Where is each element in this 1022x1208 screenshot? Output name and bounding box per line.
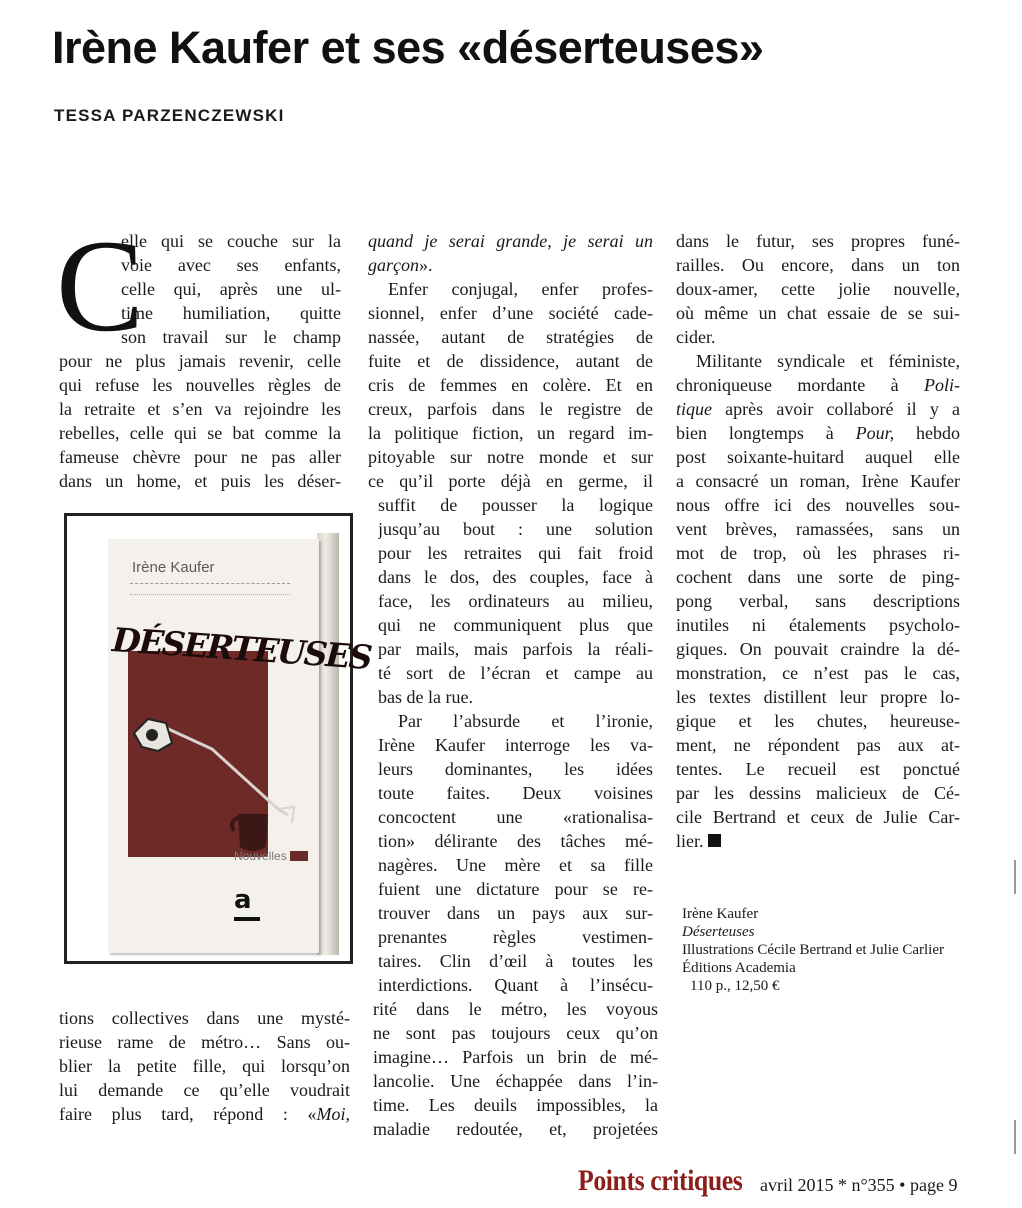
text-line: pitoyable sur notre monde et sur	[368, 447, 653, 467]
cover-series: Nouvelles	[234, 849, 287, 863]
text-line	[59, 1102, 350, 1126]
text-line: la politique fiction, un regard im-	[368, 423, 653, 443]
text-line: par mails, mais parfois la réali-	[378, 639, 653, 659]
text-line: par les dessins malicieux de Cé-	[676, 783, 960, 803]
text-line: tions collectives dans une mysté-	[59, 1008, 350, 1028]
book-info-price: 110 p., 12,50 €	[690, 978, 780, 994]
text-line: fuite et de dissidence, autant de	[368, 351, 653, 371]
text-line: monstration, ce n’est pas le cas,	[676, 663, 960, 683]
text-line: mot de trop, où les phrases ri-	[676, 543, 960, 563]
book-info-title: Déserteuses	[682, 924, 755, 940]
text-line: interdictions. Quant à l’insécu-	[378, 975, 653, 995]
text-line: ne sont pas toujours ceux qu’on	[373, 1023, 658, 1043]
text-line: time. Les deuils impossibles, la	[373, 1095, 658, 1115]
text-line: les textes distillent leur propre lo-	[676, 687, 960, 707]
text-line: tion» délirante des tâches mé-	[378, 831, 653, 851]
text-line: dans un home, et puis les déser-	[59, 471, 341, 491]
cover-series-mark	[290, 851, 308, 861]
text-line: Militante syndicale et féministe,	[696, 351, 960, 371]
text-line: rebelles, celle qui se bat comme la	[59, 423, 341, 443]
text-line: taires. Clin d’œil à toutes les	[378, 951, 653, 971]
text-line	[676, 829, 960, 853]
text-line: qui refuse les nouvelles règles de	[59, 375, 341, 395]
text-line: toute faites. Deux voisines	[378, 783, 653, 803]
text-line: suffit de pousser la logique	[378, 495, 653, 515]
text-span-italic: tique	[676, 399, 712, 419]
text-span: hebdo	[894, 423, 960, 443]
text-line: rité dans le métro, les voyous	[373, 999, 658, 1019]
book-cover	[108, 539, 372, 953]
text-span: ».	[419, 255, 433, 275]
text-line: dans le dos, des couples, face à	[378, 567, 653, 587]
text-line: son travail sur le champ	[121, 327, 341, 347]
text-line: prenantes règles vestimen-	[378, 927, 653, 947]
page-edge-mark	[1014, 1120, 1016, 1154]
cover-title: DÉSERTEUSES	[110, 620, 372, 677]
text-line: lui demande ce qu’elle voudrait	[59, 1080, 350, 1100]
text-line: fuient une dictature pour se re-	[378, 879, 653, 899]
text-line: Par l’absurde et l’ironie,	[398, 711, 653, 731]
book-cover-image	[64, 513, 372, 964]
text-line: maladie redoutée, et, projetées	[373, 1119, 658, 1139]
text-line: elle qui se couche sur la	[121, 231, 341, 251]
text-span-italic: Pour,	[855, 423, 895, 443]
text-line: cile Bertrand et ceux de Julie Car-	[676, 807, 960, 827]
text-line: Irène Kaufer interroge les va-	[378, 735, 653, 755]
text-line: railles. Ou encore, dans un ton	[676, 255, 960, 275]
book-info-author: Irène Kaufer	[682, 906, 759, 922]
text-line: vent brèves, ramassées, sans un	[676, 519, 960, 539]
book-info-illustrations: Illustrations Cécile Bertrand et Julie Carlier	[682, 942, 945, 958]
text-line: pour les retraites qui fait froid	[378, 543, 653, 563]
text-line: concoctent une «rationalisa-	[378, 807, 653, 827]
text-line: time humiliation, quitte	[121, 303, 341, 323]
publisher-logo: a	[234, 887, 260, 921]
text-line: creux, parfois dans le registre de	[368, 399, 653, 419]
cover-illustration-eye	[146, 729, 158, 741]
text-line: nagères. Une mère et sa fille	[378, 855, 653, 875]
text-line: nous offre ici des nouvelles sou-	[676, 495, 960, 515]
text-line: imagine… Parfois un brin de mé-	[373, 1047, 658, 1067]
text-line	[368, 253, 653, 277]
text-span: faire plus tard, répond : «	[59, 1104, 317, 1124]
cover-subline	[130, 583, 290, 595]
text-line: giques. On pouvait craindre la dé-	[676, 639, 960, 659]
text-line: dans le futur, ses propres funé-	[676, 231, 960, 251]
text-line: face, les ordinateurs au milieu,	[378, 591, 653, 611]
text-line: tentes. Le recueil est ponctué	[676, 759, 960, 779]
article-author: TESSA PARZENCZEWSKI	[54, 106, 285, 125]
text-line: fameuse chèvre pour ne pas aller	[59, 447, 341, 467]
text-line: leurs dominantes, les idées	[378, 759, 653, 779]
text-line: pong verbal, sans descriptions	[676, 591, 960, 611]
text-line: nassée, autant de stratégies de	[368, 327, 653, 347]
text-line: cochent dans une sorte de ping-	[676, 567, 960, 587]
issue-page-info: avril 2015 * n°355 • page 9	[760, 1175, 958, 1195]
text-line: lancolie. Une échappée dans l’in-	[373, 1071, 658, 1091]
text-span-italic: Moi,	[316, 1104, 350, 1124]
text-line	[676, 421, 960, 445]
text-line: voie avec ses enfants,	[121, 255, 341, 275]
text-line: Enfer conjugal, enfer profes-	[388, 279, 653, 299]
text-span-italic: garçon	[368, 255, 419, 275]
text-line: la retraite et s’en va rejoindre les	[59, 399, 341, 419]
magazine-name: Points critiques	[578, 1164, 743, 1197]
text-line: a consacré un roman, Irène Kaufer	[676, 471, 960, 491]
text-line	[676, 373, 960, 397]
text-line: gique et les chutes, heureuse-	[676, 711, 960, 731]
text-line: ce qu’il porte déjà en germe, il	[368, 471, 653, 491]
drop-cap: C	[56, 212, 145, 359]
text-line: cris de femmes en colère. Et en	[368, 375, 653, 395]
book-info-publisher: Éditions Academia	[682, 960, 796, 976]
page-edge-mark	[1014, 860, 1016, 894]
text-line: qui ne communiquent plus que	[378, 615, 653, 635]
text-line	[676, 397, 960, 421]
text-line: trouver dans un pays aux sur-	[378, 903, 653, 923]
text-span: chroniqueuse mordante à	[676, 375, 924, 395]
cover-illustration-cup	[238, 814, 268, 851]
text-line: blier la petite fille, qui lorsqu’on	[59, 1056, 350, 1076]
text-span: lier.	[676, 831, 704, 851]
text-line: rieuse rame de métro… Sans ou-	[59, 1032, 350, 1052]
text-line: quand je serai grande, je serai un	[368, 231, 653, 251]
text-line: doux-amer, cette jolie nouvelle,	[676, 279, 960, 299]
text-line: té sort de l’écran et campe au	[378, 663, 653, 683]
text-span-italic: Poli-	[924, 375, 960, 395]
text-line: sionnel, enfer d’une société cade-	[368, 303, 653, 323]
text-line: ment, ne répondent pas aux at-	[676, 735, 960, 755]
text-line: où même un chat essaie de se sui-	[676, 303, 960, 323]
text-line: cider.	[676, 327, 716, 347]
text-line: inutiles ni étalements psycholo-	[676, 615, 960, 635]
cover-author: Irène Kaufer	[132, 559, 215, 576]
text-line: bas de la rue.	[378, 687, 473, 707]
text-span: après avoir collaboré il y a	[712, 399, 960, 419]
book-spine	[317, 533, 339, 955]
end-mark	[708, 834, 721, 847]
text-span: bien longtemps à	[676, 423, 856, 443]
text-line: jusqu’au bout : une solution	[378, 519, 653, 539]
text-line: pour ne plus jamais revenir, celle	[59, 351, 341, 371]
text-line: post soixante-huitard auquel elle	[676, 447, 960, 467]
text-line: celle qui, après une ul-	[121, 279, 341, 299]
article-title: Irène Kaufer et ses «déserteuses»	[52, 22, 764, 73]
